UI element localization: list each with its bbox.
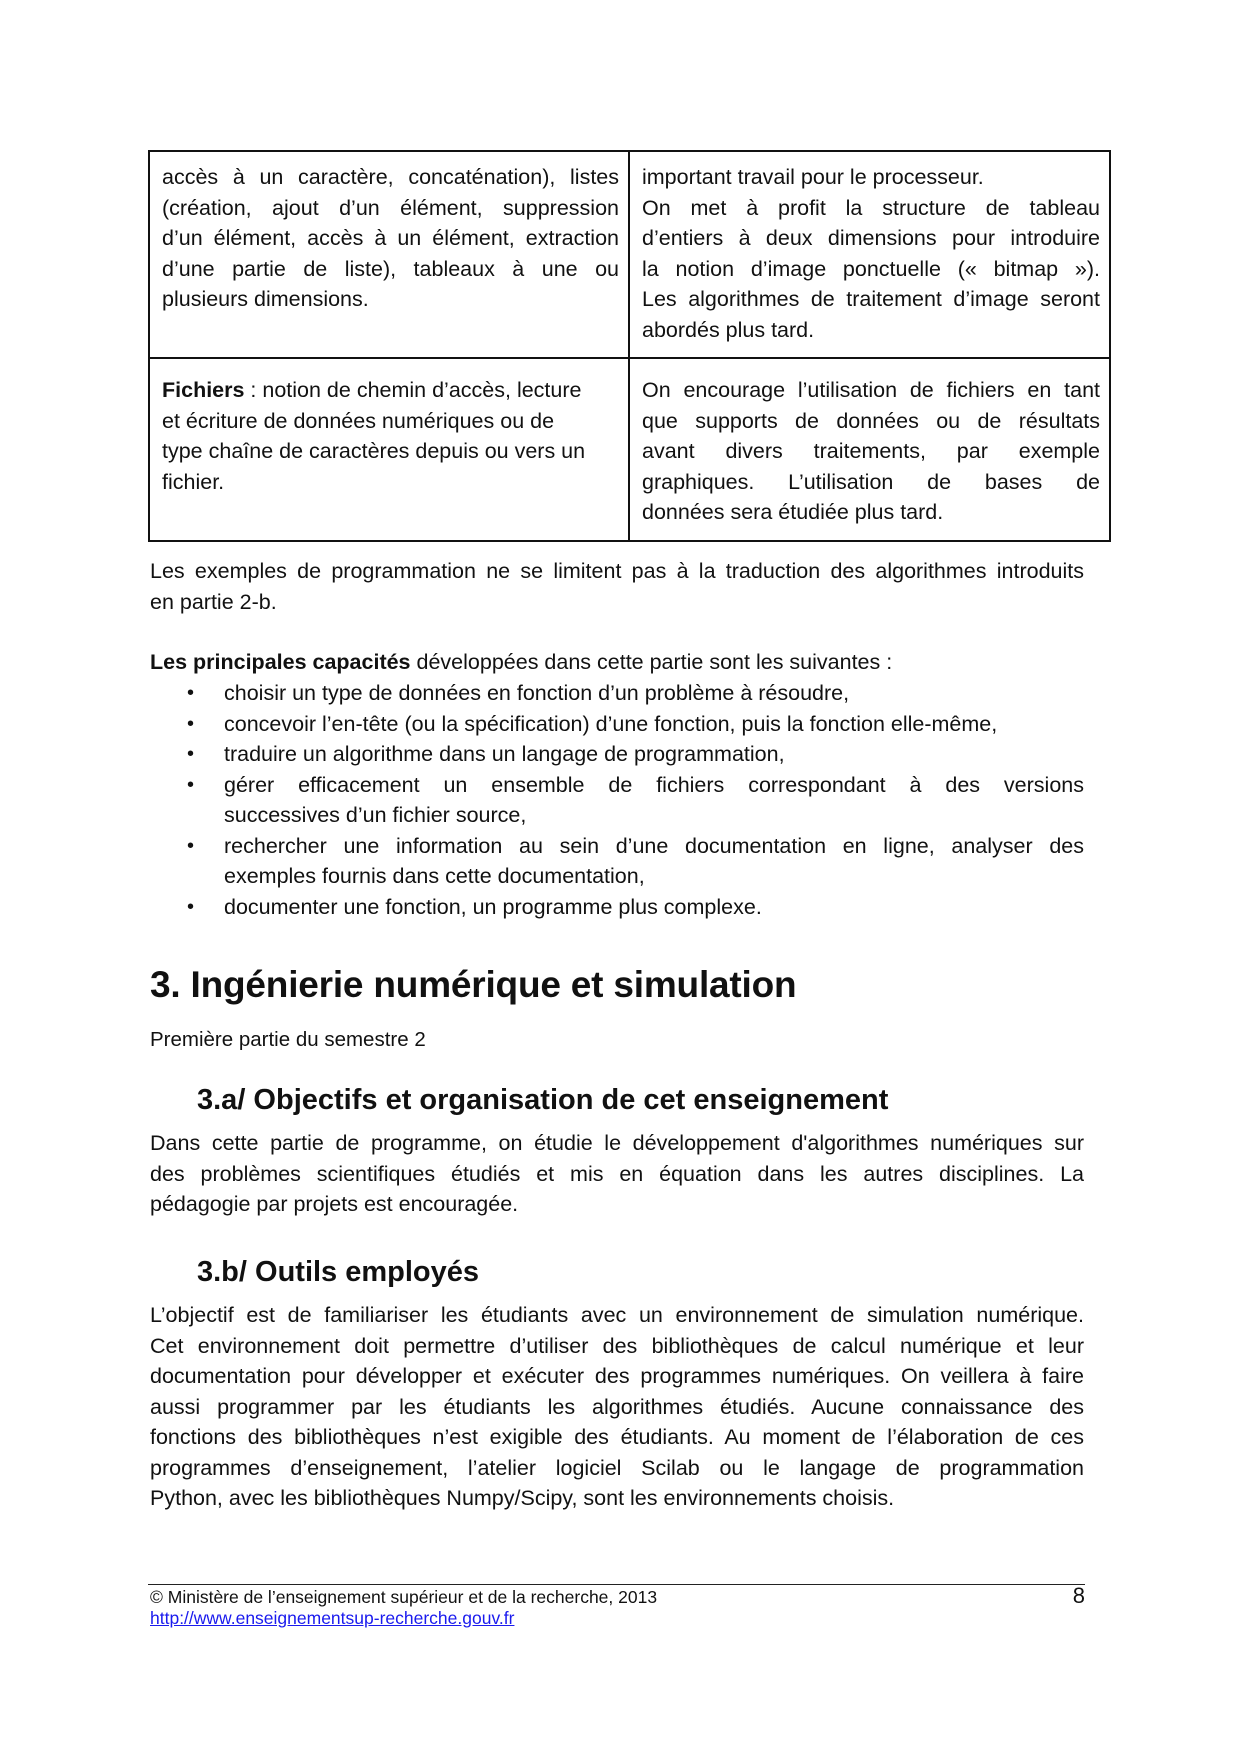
paragraph-line: des problèmes scientifiques étudiés et mis en équation dans les autres disciplines. La [150,1161,1084,1186]
cell-line: abordés plus tard. [642,317,815,342]
bullet-icon: • [187,895,195,918]
list-item-text: concevoir l’en-tête (ou la spécification) d’une fonction, puis la fonction elle-même, [224,711,998,736]
capacities-lead [150,647,1084,678]
table-row [149,151,1110,358]
cell-line: que supports de données ou de résultats [642,408,1100,433]
bullet-icon: • [187,712,195,735]
section-heading: 3. Ingénierie numérique et simulation [150,964,797,1005]
cell-line: et écriture de données numériques ou de [162,408,555,433]
paragraph-line: pédagogie par projets est encouragée. [150,1192,519,1216]
bullet-icon: • [187,834,195,857]
list-item-text: gérer efficacement un ensemble de fichiers correspondant à des versions [224,772,1084,797]
page-number: 8 [1072,1583,1085,1608]
bullet-icon: • [187,743,195,765]
cell-line: accès à un caractère, concaténation), listes [162,165,619,189]
cell-line [162,375,619,406]
capacities-lead-bold: Les principales capacités [150,650,411,674]
bullet-icon: • [187,682,195,704]
capacities-list [150,678,1084,922]
paragraph-line: documentation pour développer et exécuter des programmes numériques. On veillera à faire [150,1364,1084,1388]
paragraph-line: Python, avec les bibliothèques Numpy/Scipy, sont les environnements choisis. [150,1486,895,1510]
paragraph-line [150,647,1084,678]
footer-website-link[interactable]: http://www.enseignementsup-recherche.gouv.fr [150,1608,515,1628]
bullet-icon: • [187,773,195,796]
cell-line: type chaîne de caractères depuis ou vers un [162,439,586,463]
paragraph-line: en partie 2-b. [150,589,277,614]
list-item-text: exemples fournis dans cette documentation, [224,864,645,888]
list-item-text: documenter une fonction, un programme plus complexe. [224,894,762,919]
capacities-lead-text: développées dans cette partie sont les suivantes : [410,650,893,674]
list-item [150,739,1084,770]
paragraph-line: programmes d’enseignement, l’atelier logiciel Scilab ou le langage de programmation [150,1455,1084,1480]
table-row [149,358,1110,541]
cell-line: d’une partie de liste), tableaux à une ou [162,256,619,281]
paragraph-line: fonctions des bibliothèques n’est exigible des étudiants. Au moment de l’élaboration de ces [150,1425,1084,1449]
subsection-heading-3b: 3.b/ Outils employés [197,1256,480,1288]
cell-line: la notion d’image ponctuelle (« bitmap »). [642,256,1100,281]
table-cell-content [149,151,629,358]
list-item [150,678,1084,709]
footer-divider [148,1584,1085,1585]
paragraph-line: Les exemples de programmation ne se limitent pas à la traduction des algorithmes introduits [150,559,1084,583]
list-item-text: rechercher une information au sein d’une documentation en ligne, analyser des [224,833,1084,858]
cell-line: On encourage l’utilisation de fichiers en tant [642,378,1100,402]
cell-line: d’un élément, accès à un élément, extraction [162,226,619,250]
cell-line: d’entiers à deux dimensions pour introduire [642,226,1100,250]
cell-line: données sera étudiée plus tard. [642,500,944,524]
list-item [150,892,1084,923]
paragraph-line: Cet environnement doit permettre d’utiliser des bibliothèques de calcul numérique et leur [150,1333,1084,1358]
cell-line: plusieurs dimensions. [162,287,369,311]
intro-paragraph [150,556,1084,617]
list-item-text: traduire un algorithme dans un langage de programmation, [224,742,785,766]
cell-line: (création, ajout d’un élément, suppression [162,195,619,220]
section-subtitle: Première partie du semestre 2 [150,1028,426,1051]
cell-line: avant divers traitements, par exemple [642,439,1100,463]
list-item [150,831,1084,892]
footer-copyright: © Ministère de l’enseignement supérieur et de la recherche, 2013 [150,1587,658,1607]
cell-line: important travail pour le processeur. [642,165,984,189]
subsection-3a-paragraph [150,1128,1084,1220]
subsection-3b-paragraph [150,1300,1084,1514]
cell-line: Les algorithmes de traitement d’image seront [642,287,1100,311]
table-cell-content [149,358,629,541]
cell-line: graphiques. L’utilisation de bases de [642,469,1100,494]
paragraph-line: L’objectif est de familiariser les étudiants avec un environnement de simulation numérique. [150,1303,1084,1327]
list-item-text: choisir un type de données en fonction d’un problème à résoudre, [224,681,850,705]
list-item [150,770,1084,831]
table-cell-comments [629,151,1110,358]
paragraph-line: aussi programmer par les étudiants les algorithmes étudiés. Aucune connaissance des [150,1394,1084,1419]
list-item-text: successives d’un fichier source, [224,803,527,827]
list-item [150,709,1084,740]
fichiers-term: Fichiers [162,378,245,402]
subsection-heading-3a: 3.a/ Objectifs et organisation de cet enseignement [197,1084,889,1116]
cell-line: On met à profit la structure de tableau [642,195,1100,220]
table-cell-comments [629,358,1110,541]
cell-line: fichier. [162,469,225,494]
content-table [148,150,1111,542]
cell-text: : notion de chemin d’accès, lecture [244,378,582,402]
paragraph-line: Dans cette partie de programme, on étudie le développement d'algorithmes numériques sur [150,1131,1084,1155]
